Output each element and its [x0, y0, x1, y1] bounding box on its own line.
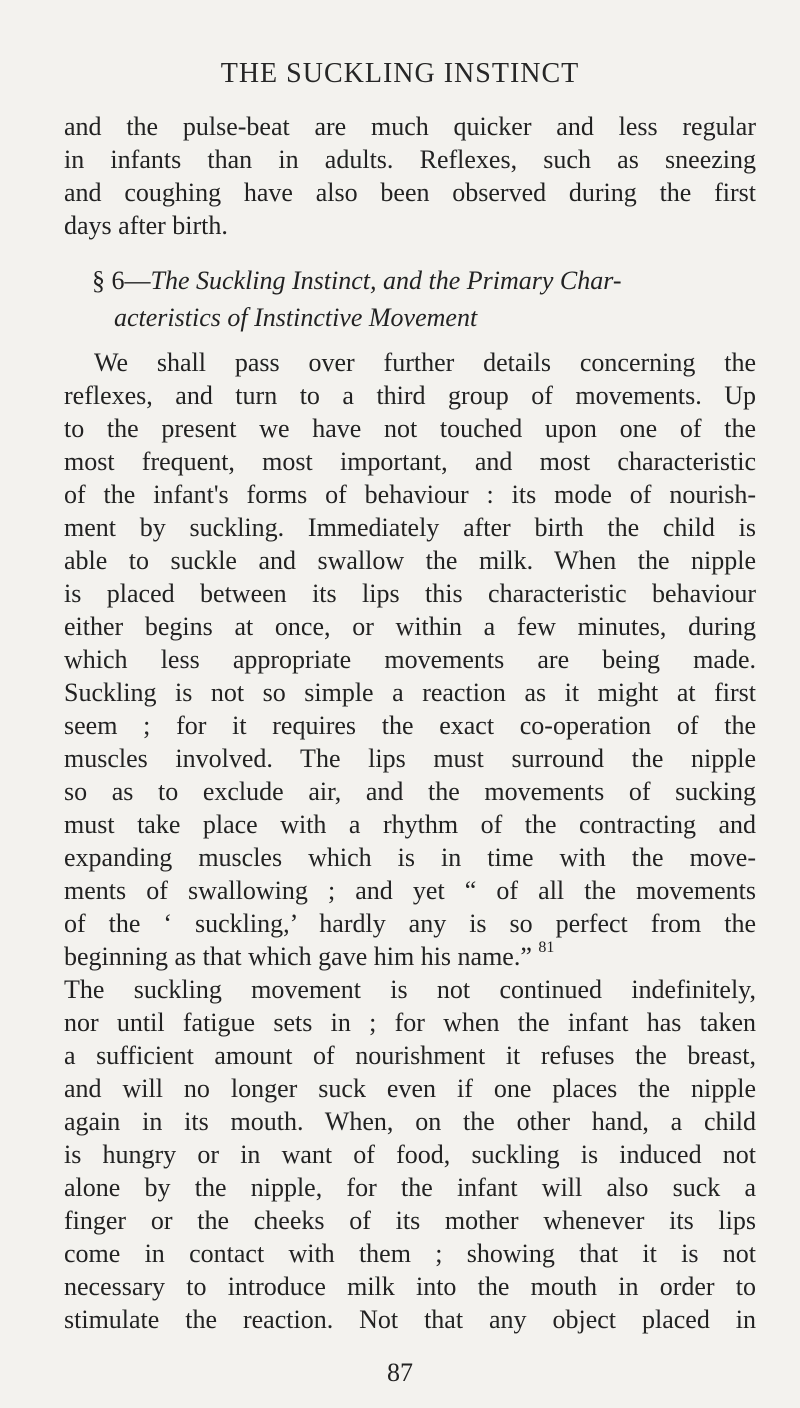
text-line: reflexes, and turn to a third group of movements. Up — [64, 381, 756, 410]
section-number: § 6— — [92, 266, 151, 295]
text-line: muscles involved. The lips must surround the nipple — [64, 744, 756, 773]
text-line: nor until fatigue sets in ; for when the infant has taken — [64, 1008, 756, 1037]
text-line: either begins at once, or within a few minutes, during — [64, 612, 756, 641]
text-line — [64, 940, 756, 973]
text-line: seem ; for it requires the exact co-operation of the — [64, 711, 756, 740]
text-line: The suckling movement is not continued indefinitely, — [64, 975, 756, 1004]
footnote-reference: 81 — [538, 939, 555, 957]
section-heading — [92, 262, 732, 336]
text-line: most frequent, most important, and most characteristic — [64, 447, 756, 476]
text-line: alone by the nipple, for the infant will also suck a — [64, 1173, 756, 1202]
text-line: of the infant's forms of behaviour : its mode of nourish- — [64, 480, 756, 509]
text-line: which less appropriate movements are being made. — [64, 645, 756, 674]
text-line: stimulate the reaction. Not that any object placed in — [64, 1305, 756, 1334]
text-line: ments of swallowing ; and yet “ of all the movements — [64, 876, 756, 905]
text-line: come in contact with them ; showing that it is not — [64, 1239, 756, 1268]
text-line: again in its mouth. When, on the other hand, a child — [64, 1107, 756, 1136]
text-line: We shall pass over further details concerning the — [94, 348, 756, 377]
text-line: able to suckle and swallow the milk. When the nipple — [64, 546, 756, 575]
text-line: Suckling is not so simple a reaction as it might at first — [64, 678, 756, 707]
text-line: ment by suckling. Immediately after birth the child is — [64, 513, 756, 542]
text-line: is hungry or in want of food, suckling is induced not — [64, 1140, 756, 1169]
text-line: in infants than in adults. Reflexes, such as sneezing — [64, 145, 756, 174]
text-line: is placed between its lips this characteristic behaviour — [64, 579, 756, 608]
text-line: days after birth. — [64, 211, 228, 240]
text-line: a sufficient amount of nourishment it refuses the breast, — [64, 1041, 756, 1070]
body-paragraph — [64, 346, 756, 1336]
section-title-part: acteristics of Instinctive Movement — [114, 303, 478, 332]
paragraph-continuation — [64, 110, 756, 242]
text-line: and will no longer suck even if one places the nipple — [64, 1074, 756, 1103]
text-line: finger or the cheeks of its mother whenever its lips — [64, 1206, 756, 1235]
section-title-part: The Suckling Instinct, and the Primary Char- — [150, 266, 622, 295]
text-line: of the ‘ suckling,’ hardly any is so perfect from the — [64, 909, 756, 938]
running-head: THE SUCKLING INSTINCT — [220, 58, 580, 89]
text-line: must take place with a rhythm of the contracting and — [64, 810, 756, 839]
text-line: to the present we have not touched upon one of the — [64, 414, 756, 443]
text-line: so as to exclude air, and the movements of sucking — [64, 777, 756, 806]
text-line: and the pulse-beat are much quicker and less regular — [64, 112, 756, 141]
section-heading-line — [92, 262, 732, 299]
text-fragment: beginning as that which gave him his name.” — [64, 942, 532, 971]
page-number: 87 — [387, 1358, 413, 1387]
text-line: and coughing have also been observed during the first — [64, 178, 756, 207]
text-line: expanding muscles which is in time with the move- — [64, 843, 756, 872]
text-line: necessary to introduce milk into the mouth in order to — [64, 1272, 756, 1301]
